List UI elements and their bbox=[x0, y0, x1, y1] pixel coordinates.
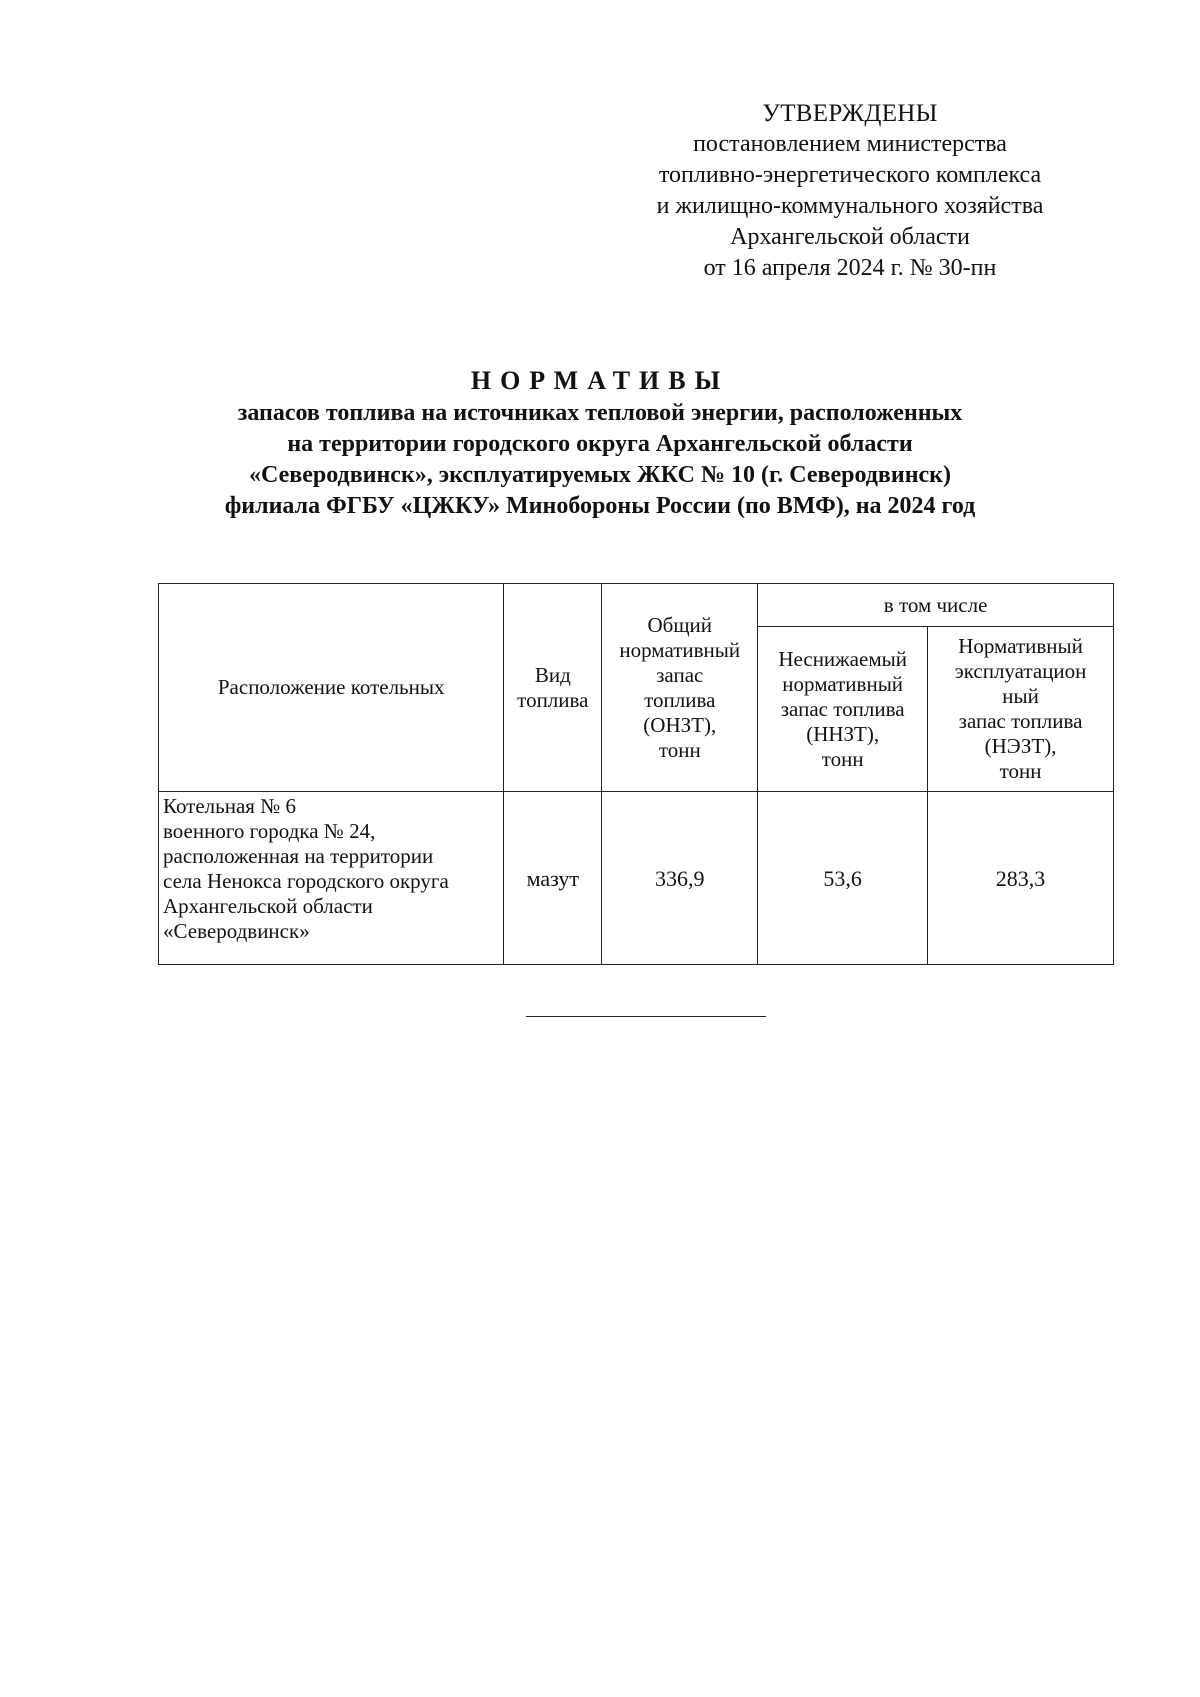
header-text-line: нормативный bbox=[619, 637, 741, 662]
cell-total-reserve: 336,9 bbox=[602, 792, 758, 965]
location-line: военного городка № 24, bbox=[163, 819, 376, 843]
header-fuel-type bbox=[504, 584, 602, 792]
header-text-line: Вид bbox=[534, 662, 571, 687]
header-location-label: Расположение котельных bbox=[217, 675, 445, 699]
header-total-reserve bbox=[602, 584, 758, 792]
header-nezt bbox=[928, 627, 1114, 792]
approval-stamp bbox=[600, 98, 1100, 284]
cell-fuel-type: мазут bbox=[504, 792, 602, 965]
closing-divider bbox=[526, 1016, 766, 1017]
header-text-line: Нормативный bbox=[958, 634, 1083, 658]
approval-line: постановлением министерства bbox=[693, 131, 1007, 157]
cell-location bbox=[159, 792, 504, 965]
header-text-line: Неснижаемый bbox=[778, 646, 907, 671]
header-text-line: эксплуатацион bbox=[954, 659, 1087, 683]
header-location bbox=[159, 584, 504, 792]
fuel-norms-table bbox=[158, 583, 1114, 965]
document-heading: НОРМАТИВЫ bbox=[470, 366, 730, 395]
table-row bbox=[159, 792, 1114, 965]
cell-nezt: 283,3 bbox=[928, 792, 1114, 965]
header-text-line: Общий bbox=[647, 612, 713, 637]
document-subtitle-line: запасов топлива на источниках тепловой энергии, расположенных bbox=[237, 400, 963, 426]
header-text-line: (НЭЗТ), bbox=[984, 734, 1057, 758]
approval-line: и жилищно-коммунального хозяйства bbox=[656, 193, 1044, 219]
location-line: села Ненокса городского округа bbox=[163, 869, 449, 893]
header-text-line: тонн bbox=[999, 759, 1042, 783]
document-subtitle-line: филиала ФГБУ «ЦЖКУ» Минобороны России (по ВМФ), на 2024 год bbox=[224, 493, 976, 519]
approval-line: Архангельской области bbox=[730, 224, 970, 250]
cell-nnzt: 53,6 bbox=[758, 792, 928, 965]
header-text-line: (ОНЗТ), bbox=[643, 712, 717, 737]
header-text-line: ный bbox=[1002, 684, 1039, 708]
location-line: Архангельской области bbox=[163, 894, 373, 918]
table-header-row bbox=[159, 584, 1114, 627]
header-text-line: запас bbox=[656, 662, 704, 687]
header-nnzt bbox=[758, 627, 928, 792]
document-title-block bbox=[100, 364, 1100, 522]
header-text-line: топлива bbox=[517, 687, 589, 712]
document-subtitle-line: на территории городского округа Архангельской области bbox=[287, 431, 913, 457]
header-including-group bbox=[758, 584, 1114, 627]
document-subtitle-line: «Северодвинск», эксплуатируемых ЖКС № 10 (г. Северодвинск) bbox=[249, 462, 951, 488]
location-line: «Северодвинск» bbox=[163, 919, 310, 943]
header-text-line: запас топлива bbox=[780, 696, 905, 721]
header-text-line: (ННЗТ), bbox=[806, 721, 880, 746]
header-text-line: нормативный bbox=[782, 671, 904, 696]
header-text-line: тонн bbox=[658, 737, 701, 762]
approval-line: топливно-энергетического комплекса bbox=[658, 162, 1042, 188]
header-text-line: запас топлива bbox=[958, 709, 1083, 733]
approval-date-line: от 16 апреля 2024 г. № 30-пн bbox=[703, 255, 997, 281]
location-line: расположенная на территории bbox=[163, 844, 434, 868]
approval-title: УТВЕРЖДЕНЫ bbox=[762, 100, 938, 127]
location-line: Котельная № 6 bbox=[163, 794, 296, 818]
header-text-line: топлива bbox=[644, 687, 716, 712]
header-text-line: тонн bbox=[821, 746, 864, 771]
header-group-label: в том числе bbox=[883, 592, 988, 617]
